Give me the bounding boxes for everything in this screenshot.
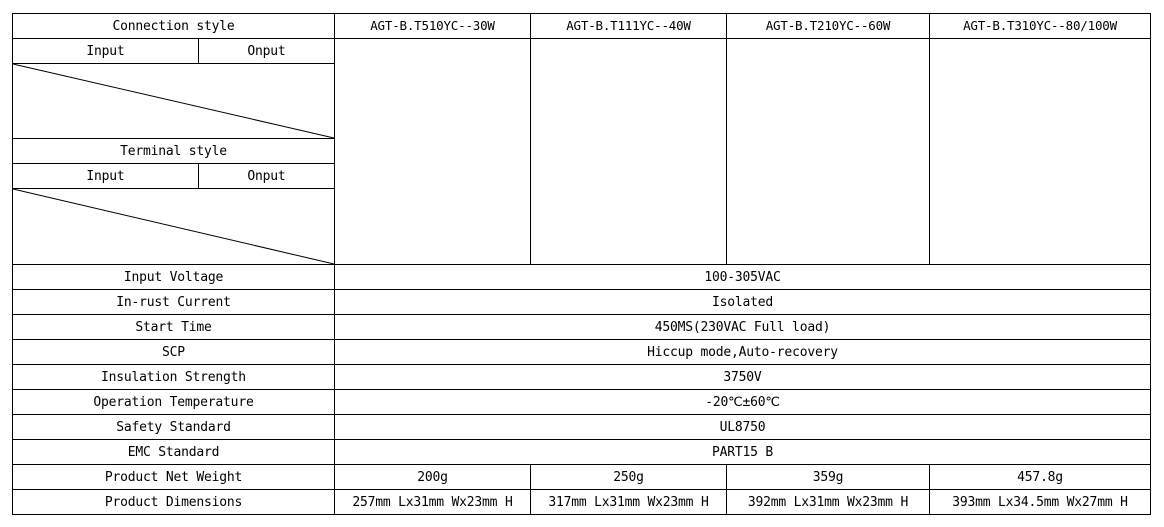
- dimensions-label: Product Dimensions: [104, 494, 243, 510]
- dimensions-value: 257mm Lx31mm Wx23mm H: [352, 494, 513, 510]
- weight-label: Product Net Weight: [104, 469, 243, 485]
- weight-value: 200g: [417, 469, 448, 485]
- spec-label: EMC Standard: [127, 444, 220, 460]
- model-header-40w: AGT-B.T111YC--40W: [566, 17, 691, 33]
- model-header-60w: AGT-B.T210YC--60W: [765, 17, 891, 33]
- spec-value: 3750V: [723, 369, 762, 385]
- spec-label: In-rust Current: [116, 294, 231, 310]
- spec-label: Input Voltage: [123, 269, 224, 285]
- spec-label: Insulation Strength: [101, 369, 246, 385]
- terminal-style-label: Terminal style: [120, 143, 227, 159]
- spec-value: Isolated: [711, 294, 773, 310]
- dimensions-value: 392mm Lx31mm Wx23mm H: [747, 494, 909, 510]
- spec-value: 450MS(230VAC Full load): [654, 319, 831, 335]
- spec-value: -20℃±60℃: [705, 394, 780, 410]
- spec-label: Start Time: [135, 319, 212, 335]
- diagonal-line: [13, 64, 334, 138]
- connection-style-header: Connection style: [112, 18, 235, 34]
- spec-value: Hiccup mode,Auto-recovery: [647, 344, 838, 360]
- spec-label: SCP: [162, 344, 185, 360]
- connection-input-label: Input: [86, 43, 125, 59]
- connection-output-label: Onput: [247, 43, 286, 59]
- spec-value: PART15 B: [711, 444, 773, 460]
- spec-value: 100-305VAC: [704, 269, 781, 285]
- dimensions-value: 317mm Lx31mm Wx23mm H: [548, 494, 709, 510]
- spec-label: Operation Temperature: [93, 394, 254, 410]
- terminal-input-label: Input: [86, 168, 125, 184]
- weight-value: 457.8g: [1017, 469, 1063, 485]
- dimensions-value: 393mm Lx34.5mm Wx27mm H: [952, 494, 1128, 510]
- terminal-output-label: Onput: [247, 168, 286, 184]
- model-header-30w: AGT-B.T510YC--30W: [370, 17, 495, 33]
- spec-label: Safety Standard: [116, 419, 231, 435]
- model-header-80-100w: AGT-B.T310YC--80/100W: [963, 17, 1117, 33]
- diagonal-line: [13, 189, 334, 264]
- weight-value: 250g: [613, 469, 644, 485]
- spec-value: UL8750: [719, 419, 766, 435]
- weight-value: 359g: [812, 469, 844, 485]
